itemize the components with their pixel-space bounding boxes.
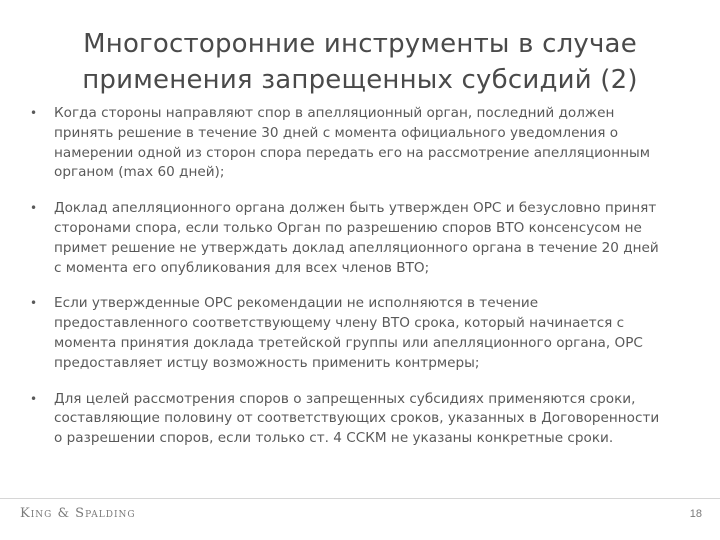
- bullet-marker: •: [30, 106, 38, 120]
- page-number: 18: [689, 508, 702, 520]
- bullet-item: [30, 294, 670, 373]
- company-logo: King & Spalding: [20, 506, 136, 521]
- slide-title-line-1: Многосторонние инструменты в случае: [83, 29, 637, 59]
- bullet-text: Когда стороны направляют спор в апелляционный орган, последний должен принять решение в течение 30 дней с момента официального уведомления о намерении одной из сторон спора передать его на рассмотрение апелляционным органом (max 60 дней);: [54, 105, 650, 181]
- bullet-marker: •: [30, 391, 38, 406]
- bullet-list: [30, 104, 670, 465]
- bullet-item: [30, 199, 670, 278]
- footer-divider: [0, 498, 720, 499]
- bullet-text: Если утвержденные ОРС рекомендации не исполняются в течение предоставленного соответствующему члену ВТО срока, который начинается с момента принятия доклада третейской группы или апелляционного органа, ОРС предоставляет истцу возможность применить контрмеры;: [54, 295, 643, 371]
- bullet-marker: •: [30, 296, 38, 311]
- bullet-text: Доклад апелляционного органа должен быть утвержден ОРС и безусловно принят сторонами спора, если только Орган по разрешению споров ВТО консенсусом не примет решение не утверждать доклад апелляционного органа в течение 20 дней с момента его опубликования для всех членов ВТО;: [54, 200, 659, 276]
- bullet-item: [30, 390, 670, 449]
- bullet-item: [30, 104, 670, 183]
- slide-title-line-2: применения запрещенных субсидий (2): [82, 65, 638, 95]
- bullet-marker: •: [30, 201, 38, 216]
- slide-title: [30, 26, 690, 98]
- bullet-text: Для целей рассмотрения споров о запрещенных субсидиях применяются сроки, составляющие половину от соответствующих сроков, указанных в Договоренности о разрешении споров, если только ст. 4 ССКМ не указаны конкретные сроки.: [54, 390, 660, 447]
